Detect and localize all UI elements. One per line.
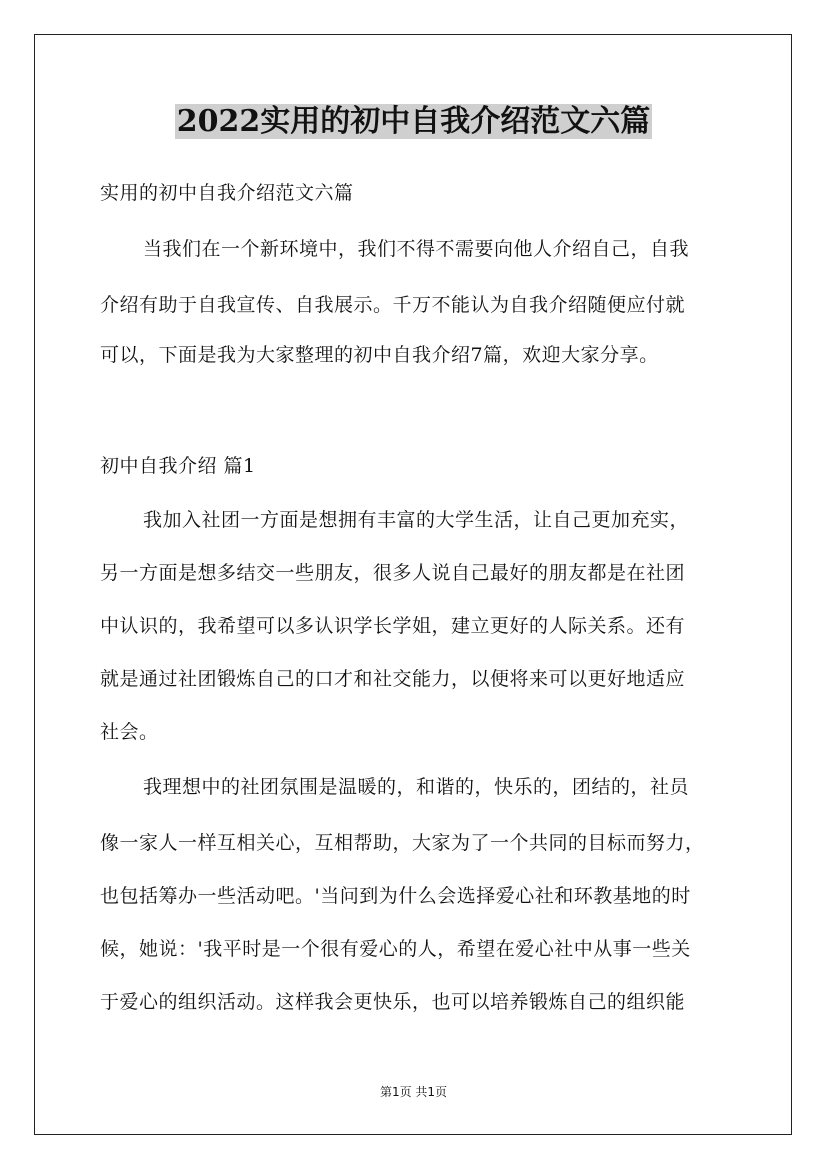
- paragraph-line: 社会。: [100, 721, 159, 743]
- intro-line: 可以，下面是我为大家整理的初中自我介绍7篇，欢迎大家分享。: [100, 344, 659, 366]
- section-heading: 初中自我介绍 篇1: [100, 455, 256, 477]
- intro-line: 当我们在一个新环境中，我们不得不需要向他人介绍自己，自我: [143, 238, 690, 260]
- paragraph-line: 中认识的，我希望可以多认识学长学姐，建立更好的人际关系。还有: [100, 615, 686, 637]
- paragraph-line: 我加入社团一方面是想拥有丰富的大学生活，让自己更加充实，: [143, 509, 690, 531]
- paragraph-line: 我理想中的社团氛围是温暖的，和谐的，快乐的，团结的，社员: [143, 776, 690, 798]
- paragraph-line: 就是通过社团锻炼自己的口才和社交能力，以便将来可以更好地适应: [100, 668, 686, 690]
- document-title-text: 2022实用的初中自我介绍范文六篇: [176, 104, 651, 139]
- paragraph-line: 也包括筹办一些活动吧。'当问到为什么会选择爱心社和环教基地的时: [100, 885, 691, 907]
- paragraph-line: 像一家人一样互相关心，互相帮助，大家为了一个共同的目标而努力，: [100, 832, 705, 854]
- document-subtitle: 实用的初中自我介绍范文六篇: [100, 182, 354, 204]
- paragraph-line: 候，她说：'我平时是一个很有爱心的人，希望在爱心社中从事一些关: [100, 938, 691, 960]
- document-title: [0, 100, 827, 144]
- intro-line: 介绍有助于自我宣传、自我展示。千万不能认为自我介绍随便应付就: [100, 294, 686, 316]
- paragraph-line: 于爱心的组织活动。这样我会更快乐，也可以培养锻炼自己的组织能: [100, 991, 686, 1013]
- paragraph-line: 另一方面是想多结交一些朋友，很多人说自己最好的朋友都是在社团: [100, 562, 686, 584]
- page-footer: 第1页 共1页: [379, 1085, 448, 1099]
